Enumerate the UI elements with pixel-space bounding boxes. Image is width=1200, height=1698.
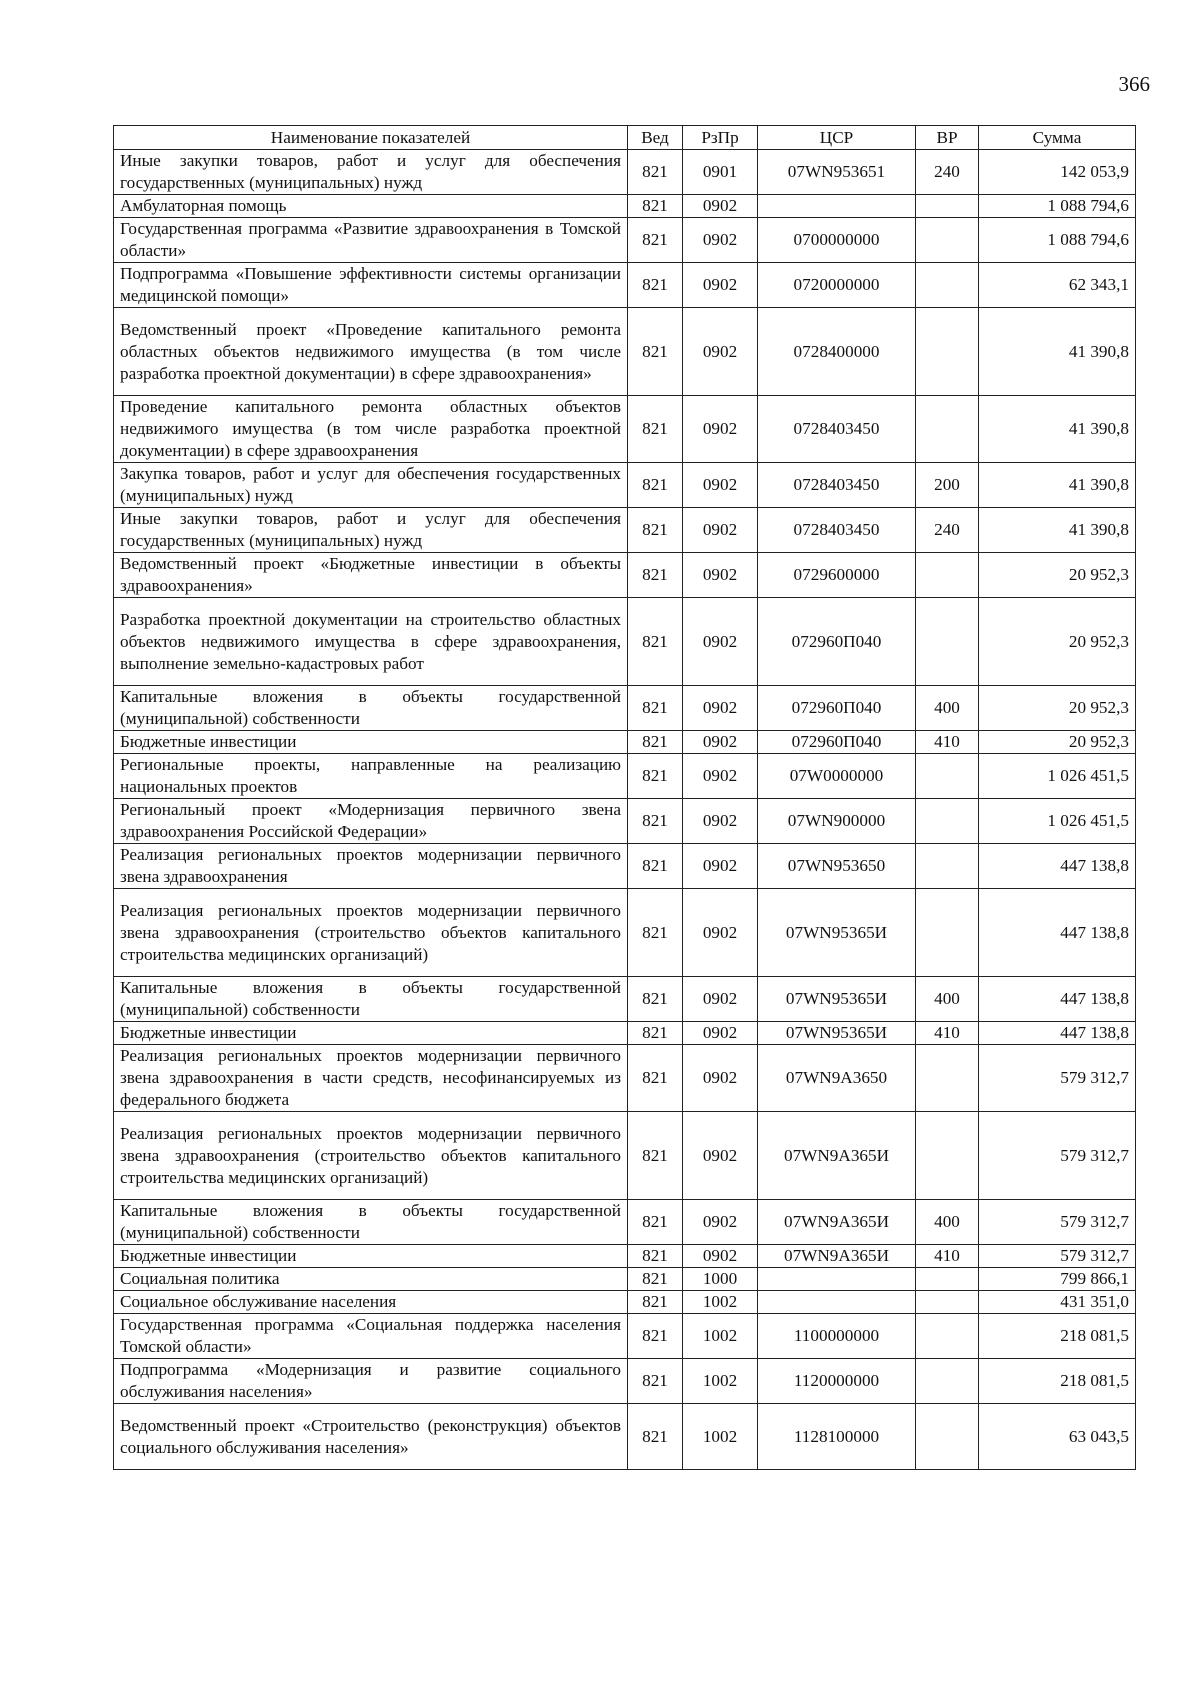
- table-body: [114, 150, 1136, 1470]
- cell-rzpr: 0902: [683, 977, 758, 1022]
- table-row: [114, 1245, 1136, 1268]
- page-number: 366: [1118, 72, 1150, 96]
- cell-name: Подпрограмма «Повышение эффективности системы организации медицинской помощи»: [114, 263, 628, 308]
- cell-vr: [916, 308, 979, 396]
- cell-csr: 07W0000000: [758, 754, 916, 799]
- cell-name: Разработка проектной документации на строительство областных объектов недвижимого имущества в сфере здравоохранения, выполнение земельно-кадастровых работ: [114, 598, 628, 686]
- cell-sum: 218 081,5: [979, 1359, 1136, 1404]
- cell-csr: 07WN95365И: [758, 977, 916, 1022]
- cell-sum: 1 088 794,6: [979, 195, 1136, 218]
- table-row: [114, 263, 1136, 308]
- cell-ved: 821: [628, 799, 683, 844]
- table-row: [114, 731, 1136, 754]
- cell-ved: 821: [628, 1200, 683, 1245]
- cell-rzpr: 0902: [683, 508, 758, 553]
- cell-vr: [916, 1112, 979, 1200]
- cell-name: Реализация региональных проектов модернизации первичного звена здравоохранения в части средств, несофинансируемых из федерального бюджета: [114, 1045, 628, 1112]
- cell-vr: [916, 844, 979, 889]
- cell-ved: 821: [628, 150, 683, 195]
- cell-rzpr: 0902: [683, 844, 758, 889]
- cell-csr: 0700000000: [758, 218, 916, 263]
- cell-ved: 821: [628, 195, 683, 218]
- table-row: [114, 754, 1136, 799]
- table-row: [114, 308, 1136, 396]
- cell-sum: 218 081,5: [979, 1314, 1136, 1359]
- cell-vr: 400: [916, 1200, 979, 1245]
- table-row: [114, 1268, 1136, 1291]
- header-name: Наименование показателей: [114, 126, 628, 150]
- cell-csr: 07WN9A3650: [758, 1045, 916, 1112]
- cell-vr: [916, 195, 979, 218]
- cell-ved: 821: [628, 1022, 683, 1045]
- cell-csr: [758, 195, 916, 218]
- cell-ved: 821: [628, 1268, 683, 1291]
- cell-vr: [916, 263, 979, 308]
- cell-name: Ведомственный проект «Бюджетные инвестиции в объекты здравоохранения»: [114, 553, 628, 598]
- cell-ved: 821: [628, 463, 683, 508]
- table-row: [114, 1359, 1136, 1404]
- cell-vr: [916, 218, 979, 263]
- cell-vr: [916, 889, 979, 977]
- cell-rzpr: 0902: [683, 308, 758, 396]
- cell-ved: 821: [628, 1112, 683, 1200]
- header-sum: Сумма: [979, 126, 1136, 150]
- cell-vr: [916, 396, 979, 463]
- cell-ved: 821: [628, 1314, 683, 1359]
- cell-sum: 41 390,8: [979, 463, 1136, 508]
- cell-csr: 1120000000: [758, 1359, 916, 1404]
- cell-rzpr: 0902: [683, 799, 758, 844]
- table-row: [114, 463, 1136, 508]
- cell-rzpr: 0902: [683, 686, 758, 731]
- cell-vr: [916, 553, 979, 598]
- cell-sum: 1 026 451,5: [979, 754, 1136, 799]
- cell-csr: 07WN900000: [758, 799, 916, 844]
- cell-name: Государственная программа «Развитие здравоохранения в Томской области»: [114, 218, 628, 263]
- cell-ved: 821: [628, 1291, 683, 1314]
- table-row: [114, 1112, 1136, 1200]
- cell-rzpr: 1002: [683, 1291, 758, 1314]
- cell-vr: [916, 598, 979, 686]
- cell-vr: [916, 1291, 979, 1314]
- cell-sum: 447 138,8: [979, 977, 1136, 1022]
- cell-vr: [916, 754, 979, 799]
- cell-name: Ведомственный проект «Проведение капитального ремонта областных объектов недвижимого имущества (в том числе разработка проектной документации) в сфере здравоохранения»: [114, 308, 628, 396]
- cell-sum: 447 138,8: [979, 1022, 1136, 1045]
- cell-ved: 821: [628, 731, 683, 754]
- cell-name: Реализация региональных проектов модернизации первичного звена здравоохранения (строительство объектов капитального строительства медицинских организаций): [114, 889, 628, 977]
- cell-rzpr: 0902: [683, 598, 758, 686]
- cell-vr: [916, 799, 979, 844]
- cell-name: Реализация региональных проектов модернизации первичного звена здравоохранения (строительство объектов капитального строительства медицинских организаций): [114, 1112, 628, 1200]
- cell-csr: 072960П040: [758, 598, 916, 686]
- cell-vr: [916, 1404, 979, 1470]
- cell-rzpr: 0901: [683, 150, 758, 195]
- cell-csr: 0728400000: [758, 308, 916, 396]
- cell-ved: 821: [628, 218, 683, 263]
- cell-ved: 821: [628, 977, 683, 1022]
- cell-sum: 447 138,8: [979, 889, 1136, 977]
- cell-rzpr: 0902: [683, 1112, 758, 1200]
- cell-vr: 240: [916, 150, 979, 195]
- cell-name: Региональный проект «Модернизация первичного звена здравоохранения Российской Федерации»: [114, 799, 628, 844]
- cell-ved: 821: [628, 1404, 683, 1470]
- cell-name: Бюджетные инвестиции: [114, 1245, 628, 1268]
- cell-csr: 07WN953650: [758, 844, 916, 889]
- cell-ved: 821: [628, 396, 683, 463]
- table-row: [114, 1314, 1136, 1359]
- cell-sum: 799 866,1: [979, 1268, 1136, 1291]
- table-row: [114, 218, 1136, 263]
- cell-ved: 821: [628, 598, 683, 686]
- cell-rzpr: 0902: [683, 889, 758, 977]
- cell-sum: 579 312,7: [979, 1112, 1136, 1200]
- cell-rzpr: 0902: [683, 1200, 758, 1245]
- cell-csr: 0728403450: [758, 508, 916, 553]
- cell-rzpr: 0902: [683, 731, 758, 754]
- cell-ved: 821: [628, 754, 683, 799]
- cell-csr: 07WN953651: [758, 150, 916, 195]
- cell-csr: 072960П040: [758, 686, 916, 731]
- cell-rzpr: 0902: [683, 1045, 758, 1112]
- cell-csr: 07WN9A365И: [758, 1112, 916, 1200]
- cell-vr: [916, 1314, 979, 1359]
- cell-csr: 1128100000: [758, 1404, 916, 1470]
- cell-rzpr: 0902: [683, 553, 758, 598]
- cell-name: Капитальные вложения в объекты государственной (муниципальной) собственности: [114, 1200, 628, 1245]
- cell-name: Капитальные вложения в объекты государственной (муниципальной) собственности: [114, 977, 628, 1022]
- table-row: [114, 1404, 1136, 1470]
- cell-name: Региональные проекты, направленные на реализацию национальных проектов: [114, 754, 628, 799]
- cell-name: Социальное обслуживание населения: [114, 1291, 628, 1314]
- cell-csr: 0720000000: [758, 263, 916, 308]
- cell-ved: 821: [628, 308, 683, 396]
- cell-name: Капитальные вложения в объекты государственной (муниципальной) собственности: [114, 686, 628, 731]
- cell-name: Реализация региональных проектов модернизации первичного звена здравоохранения: [114, 844, 628, 889]
- cell-sum: 579 312,7: [979, 1200, 1136, 1245]
- cell-vr: 200: [916, 463, 979, 508]
- cell-csr: 07WN9A365И: [758, 1200, 916, 1245]
- cell-rzpr: 0902: [683, 195, 758, 218]
- cell-rzpr: 1002: [683, 1359, 758, 1404]
- cell-sum: 447 138,8: [979, 844, 1136, 889]
- cell-rzpr: 0902: [683, 463, 758, 508]
- cell-vr: 240: [916, 508, 979, 553]
- cell-name: Закупка товаров, работ и услуг для обеспечения государственных (муниципальных) нужд: [114, 463, 628, 508]
- cell-name: Подпрограмма «Модернизация и развитие социального обслуживания населения»: [114, 1359, 628, 1404]
- table-row: [114, 844, 1136, 889]
- cell-rzpr: 1002: [683, 1404, 758, 1470]
- cell-sum: 20 952,3: [979, 598, 1136, 686]
- cell-vr: [916, 1045, 979, 1112]
- cell-sum: 41 390,8: [979, 508, 1136, 553]
- cell-name: Иные закупки товаров, работ и услуг для обеспечения государственных (муниципальных) нужд: [114, 150, 628, 195]
- table-row: [114, 1022, 1136, 1045]
- cell-vr: 400: [916, 686, 979, 731]
- cell-name: Амбулаторная помощь: [114, 195, 628, 218]
- header-rzpr: РзПр: [683, 126, 758, 150]
- cell-ved: 821: [628, 1359, 683, 1404]
- cell-rzpr: 0902: [683, 1245, 758, 1268]
- cell-rzpr: 0902: [683, 218, 758, 263]
- cell-csr: 0729600000: [758, 553, 916, 598]
- table-header-row: [114, 126, 1136, 150]
- cell-name: Социальная политика: [114, 1268, 628, 1291]
- cell-csr: 07WN95365И: [758, 1022, 916, 1045]
- cell-vr: [916, 1268, 979, 1291]
- table-row: [114, 799, 1136, 844]
- cell-csr: 0728403450: [758, 396, 916, 463]
- cell-vr: 410: [916, 1022, 979, 1045]
- table-row: [114, 1200, 1136, 1245]
- cell-vr: 400: [916, 977, 979, 1022]
- cell-ved: 821: [628, 263, 683, 308]
- cell-name: Ведомственный проект «Строительство (реконструкция) объектов социального обслуживания населения»: [114, 1404, 628, 1470]
- cell-vr: 410: [916, 1245, 979, 1268]
- table-row: [114, 598, 1136, 686]
- cell-ved: 821: [628, 1245, 683, 1268]
- cell-name: Бюджетные инвестиции: [114, 1022, 628, 1045]
- header-ved: Вед: [628, 126, 683, 150]
- cell-sum: 1 026 451,5: [979, 799, 1136, 844]
- cell-ved: 821: [628, 553, 683, 598]
- cell-name: Государственная программа «Социальная поддержка населения Томской области»: [114, 1314, 628, 1359]
- cell-csr: 1100000000: [758, 1314, 916, 1359]
- cell-sum: 41 390,8: [979, 308, 1136, 396]
- cell-rzpr: 1002: [683, 1314, 758, 1359]
- cell-name: Проведение капитального ремонта областных объектов недвижимого имущества (в том числе разработка проектной документации) в сфере здравоохранения: [114, 396, 628, 463]
- cell-vr: [916, 1359, 979, 1404]
- cell-rzpr: 0902: [683, 263, 758, 308]
- cell-sum: 20 952,3: [979, 553, 1136, 598]
- cell-sum: 20 952,3: [979, 731, 1136, 754]
- budget-table: [113, 125, 1136, 1470]
- table-row: [114, 508, 1136, 553]
- table-row: [114, 686, 1136, 731]
- cell-csr: 072960П040: [758, 731, 916, 754]
- cell-sum: 1 088 794,6: [979, 218, 1136, 263]
- table-row: [114, 889, 1136, 977]
- cell-name: Бюджетные инвестиции: [114, 731, 628, 754]
- table-row: [114, 195, 1136, 218]
- cell-ved: 821: [628, 508, 683, 553]
- cell-sum: 62 343,1: [979, 263, 1136, 308]
- cell-sum: 63 043,5: [979, 1404, 1136, 1470]
- cell-sum: 579 312,7: [979, 1245, 1136, 1268]
- cell-ved: 821: [628, 844, 683, 889]
- table-row: [114, 150, 1136, 195]
- cell-sum: 20 952,3: [979, 686, 1136, 731]
- cell-rzpr: 0902: [683, 1022, 758, 1045]
- table-row: [114, 1291, 1136, 1314]
- table-row: [114, 553, 1136, 598]
- cell-vr: 410: [916, 731, 979, 754]
- cell-sum: 431 351,0: [979, 1291, 1136, 1314]
- cell-rzpr: 1000: [683, 1268, 758, 1291]
- cell-name: Иные закупки товаров, работ и услуг для обеспечения государственных (муниципальных) нужд: [114, 508, 628, 553]
- cell-csr: 07WN95365И: [758, 889, 916, 977]
- cell-rzpr: 0902: [683, 396, 758, 463]
- cell-csr: 0728403450: [758, 463, 916, 508]
- cell-csr: 07WN9A365И: [758, 1245, 916, 1268]
- header-csr: ЦСР: [758, 126, 916, 150]
- cell-ved: 821: [628, 686, 683, 731]
- table-row: [114, 1045, 1136, 1112]
- cell-ved: 821: [628, 1045, 683, 1112]
- cell-sum: 579 312,7: [979, 1045, 1136, 1112]
- cell-ved: 821: [628, 889, 683, 977]
- cell-sum: 142 053,9: [979, 150, 1136, 195]
- header-vr: ВР: [916, 126, 979, 150]
- cell-csr: [758, 1291, 916, 1314]
- table-row: [114, 977, 1136, 1022]
- table-row: [114, 396, 1136, 463]
- cell-rzpr: 0902: [683, 754, 758, 799]
- cell-sum: 41 390,8: [979, 396, 1136, 463]
- cell-csr: [758, 1268, 916, 1291]
